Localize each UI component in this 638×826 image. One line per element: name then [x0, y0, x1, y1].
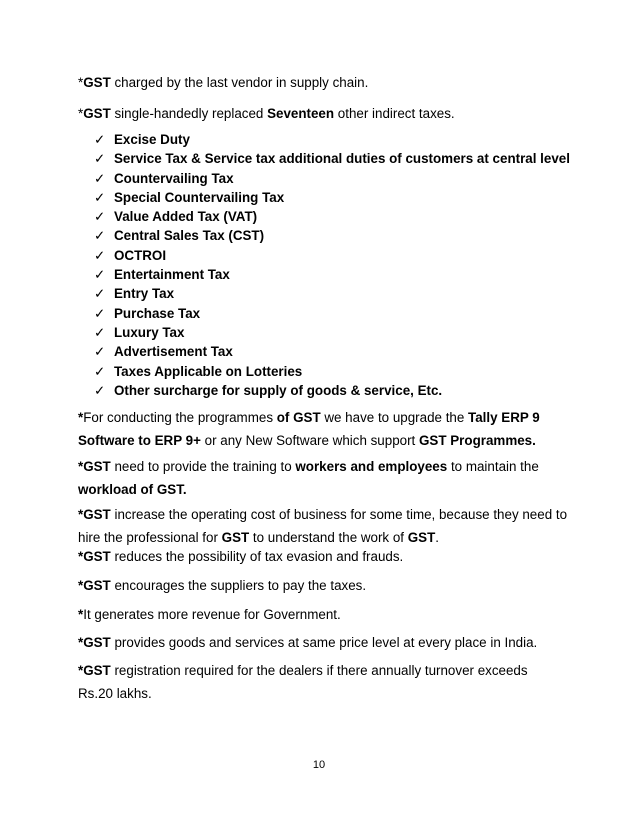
page-number: 10 [312, 759, 326, 771]
text-run: GST [83, 106, 111, 121]
checkmark-icon: ✓ [94, 344, 106, 360]
text-run: *GST [78, 507, 111, 522]
text-run: *GST [78, 635, 111, 650]
list-item [78, 188, 570, 207]
list-item-label: Countervailing Tax [114, 170, 234, 186]
list-item [78, 169, 570, 188]
text-run: GST [221, 530, 250, 545]
text-run: Rs.20 lakhs. [78, 686, 152, 701]
text-run: Tally ERP 9 [468, 410, 540, 425]
list-item [78, 342, 570, 361]
text-run: charged by the last vendor in supply chain. [110, 75, 369, 90]
list-item-label: Service Tax & Service tax additional duties of customers at central level [114, 151, 570, 167]
gst-point [78, 574, 578, 597]
text-run: increase the operating cost of business for some time, because they need to [110, 507, 568, 522]
text-run: It generates more revenue for Government. [83, 607, 341, 622]
text-run: *GST [78, 459, 111, 474]
text-run: Seventeen [267, 106, 335, 121]
checkmark-icon: ✓ [94, 305, 106, 321]
gst-point [78, 545, 578, 568]
text-run: single-handedly replaced [110, 106, 268, 121]
intro-paragraph [78, 71, 578, 94]
text-run: workload of GST. [78, 482, 187, 497]
list-item [78, 130, 570, 149]
gst-point [78, 406, 578, 452]
list-item [78, 323, 570, 342]
text-run: GST [407, 530, 436, 545]
text-run: GST [83, 75, 111, 90]
checkmark-icon: ✓ [94, 324, 106, 340]
replaced-taxes-list [78, 130, 570, 400]
checkmark-icon: ✓ [94, 151, 106, 167]
text-run: registration required for the dealers if there annually turnover exceeds [110, 663, 528, 678]
list-item-label: Taxes Applicable on Lotteries [114, 363, 303, 379]
checkmark-icon: ✓ [94, 363, 106, 379]
list-item-label: Value Added Tax (VAT) [114, 209, 258, 225]
text-run: For conducting the programmes [83, 410, 277, 425]
list-item [78, 265, 570, 284]
gst-point [78, 603, 578, 626]
text-run: . [435, 530, 440, 545]
checkmark-icon: ✓ [94, 209, 106, 225]
text-run: * [78, 106, 84, 121]
checkmark-icon: ✓ [94, 189, 106, 205]
text-run: * [78, 607, 84, 622]
text-run: *GST [78, 549, 111, 564]
list-item-label: Central Sales Tax (CST) [114, 228, 265, 244]
list-item [78, 226, 570, 245]
text-run: hire the professional for [78, 530, 222, 545]
checkmark-icon: ✓ [94, 247, 106, 263]
list-item [78, 246, 570, 265]
gst-point [78, 631, 578, 654]
text-run: reduces the possibility of tax evasion and frauds. [110, 549, 404, 564]
list-item-label: Entertainment Tax [114, 267, 230, 283]
checkmark-icon: ✓ [94, 267, 106, 283]
text-run: provides goods and services at same price level at every place in India. [110, 635, 538, 650]
text-run: *GST [78, 663, 111, 678]
text-run: of GST [276, 410, 321, 425]
gst-point [78, 455, 578, 501]
text-run: encourages the suppliers to pay the taxes. [110, 578, 367, 593]
list-item-label: Excise Duty [114, 132, 190, 147]
checkmark-icon: ✓ [94, 228, 106, 244]
text-run: * [78, 410, 84, 425]
text-run: we have to upgrade the [320, 410, 469, 425]
gst-point [78, 659, 578, 705]
list-item-label: Purchase Tax [114, 305, 201, 321]
checkmark-icon: ✓ [94, 286, 106, 302]
text-run: to maintain the [447, 459, 539, 474]
checkmark-icon: ✓ [94, 132, 106, 147]
intro-paragraph [78, 102, 578, 125]
list-item-label: OCTROI [114, 247, 167, 263]
gst-point [78, 503, 578, 549]
list-item-label: Entry Tax [114, 286, 175, 302]
list-item [78, 284, 570, 303]
text-run: Software to ERP 9+ [78, 433, 201, 448]
list-item-label: Other surcharge for supply of goods & service, Etc. [114, 382, 443, 398]
text-run: or any New Software which support [200, 433, 419, 448]
list-item-label: Luxury Tax [114, 324, 185, 340]
list-item [78, 381, 570, 400]
text-run: *GST [78, 578, 111, 593]
list-item-label: Advertisement Tax [114, 344, 233, 360]
checkmark-icon: ✓ [94, 382, 106, 398]
text-run: GST Programmes. [419, 433, 536, 448]
text-run: workers and employees [295, 459, 448, 474]
list-item [78, 149, 570, 168]
checkmark-icon: ✓ [94, 170, 106, 186]
text-run: need to provide the training to [110, 459, 296, 474]
text-run: * [78, 75, 84, 90]
list-item [78, 304, 570, 323]
list-item [78, 207, 570, 226]
list-item [78, 362, 570, 381]
text-run: other indirect taxes. [334, 106, 455, 121]
text-run: to understand the work of [249, 530, 408, 545]
list-item-label: Special Countervailing Tax [114, 189, 285, 205]
